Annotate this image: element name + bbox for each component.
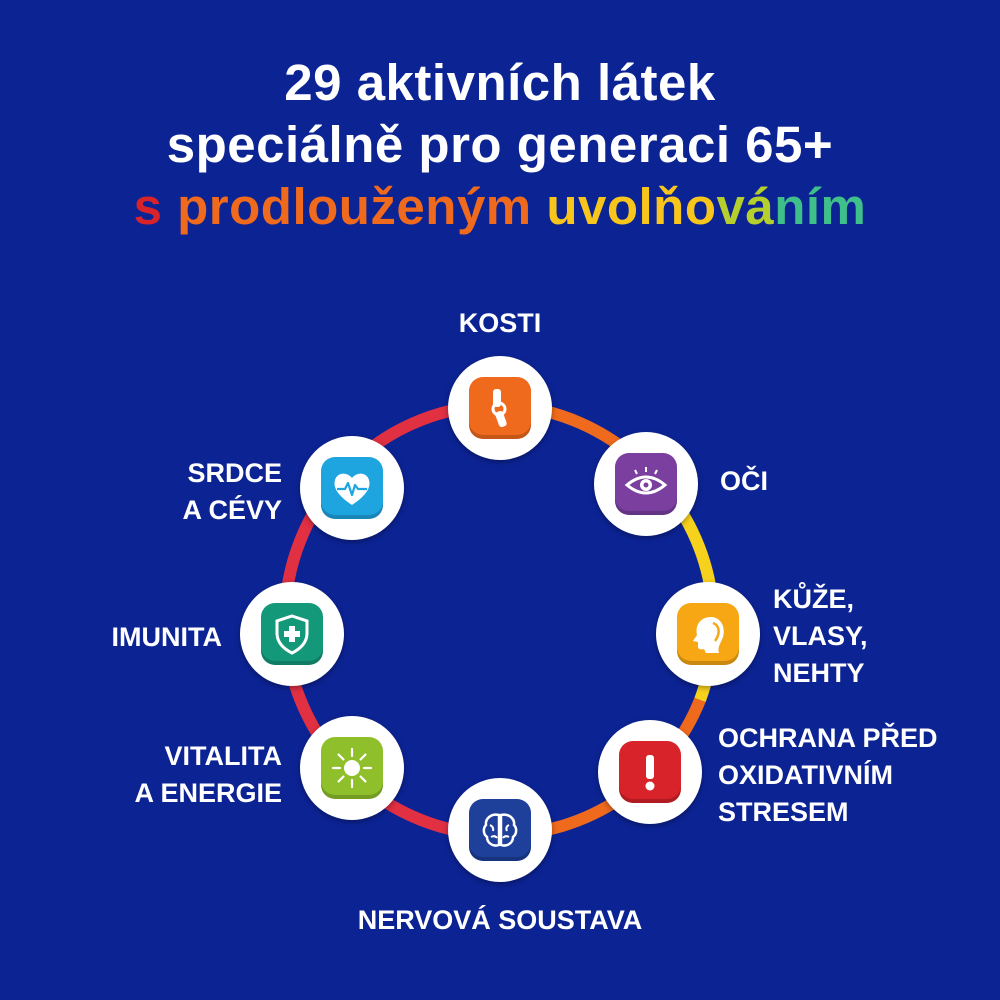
headline-part: s: [133, 178, 178, 235]
headline-part: prodlouženým: [177, 178, 547, 235]
label-line: A CÉVY: [182, 495, 282, 525]
node-vitalita: [300, 716, 404, 820]
node-kosti: [448, 356, 552, 460]
knee-joint-icon: [477, 385, 523, 431]
label-line: VITALITA: [164, 741, 282, 771]
node-nervova: [448, 778, 552, 882]
shield-cross-icon: [269, 611, 315, 657]
head-profile-icon: [685, 611, 731, 657]
brain-icon: [477, 807, 523, 853]
headline-part: uvolňo: [546, 178, 717, 235]
headline-line-2: speciálně pro generaci 65+: [166, 116, 834, 173]
label-line: A ENERGIE: [134, 778, 282, 808]
node-ochrana: [598, 720, 702, 824]
label-ochrana: [718, 720, 938, 831]
label-line: VLASY,: [773, 621, 868, 651]
label-line: OČI: [720, 466, 769, 496]
eye-icon: [623, 461, 669, 507]
label-line: IMUNITA: [111, 622, 222, 652]
node-kuze: [656, 582, 760, 686]
label-kosti: [450, 305, 550, 342]
label-srdce: [60, 455, 282, 529]
label-oci: [720, 463, 768, 500]
node-imunita: [240, 582, 344, 686]
sun-icon: [329, 745, 375, 791]
label-line: STRESEM: [718, 797, 849, 827]
label-imunita: [60, 619, 222, 656]
headline-part: vá: [716, 178, 775, 235]
headline-part: ním: [774, 178, 867, 235]
label-line: OXIDATIVNÍM: [718, 760, 893, 790]
headline-line-1: 29 aktivních látek: [284, 54, 716, 111]
heart-pulse-icon: [329, 465, 375, 511]
label-line: OCHRANA PŘED: [718, 723, 938, 753]
label-line: NEHTY: [773, 658, 865, 688]
label-line: KOSTI: [458, 308, 542, 338]
label-line: KŮŽE,: [773, 584, 854, 614]
label-nervova: [300, 902, 700, 939]
label-vitalita: [60, 738, 282, 812]
node-oci: [594, 432, 698, 536]
label-line: SRDCE: [187, 458, 282, 488]
exclamation-icon: [627, 749, 673, 795]
label-kuze: [773, 581, 868, 692]
node-srdce: [300, 436, 404, 540]
label-line: NERVOVÁ SOUSTAVA: [357, 905, 643, 935]
